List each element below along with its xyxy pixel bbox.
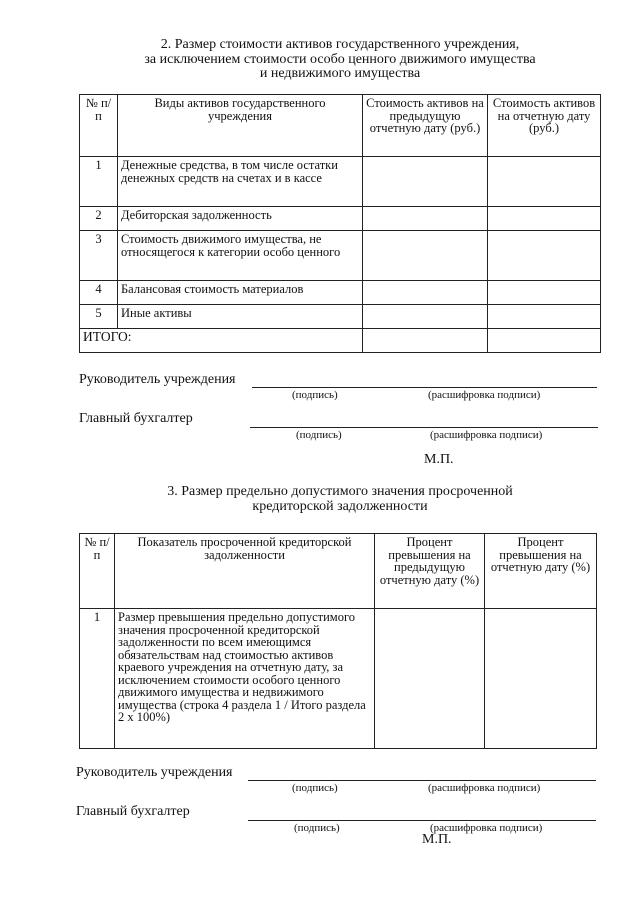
stamp-place: М.П. <box>422 832 452 847</box>
row-num: 1 <box>80 157 118 207</box>
header-curr-percent: Процент превышения на отчетную дату (%) <box>485 534 597 609</box>
table-row <box>80 281 601 305</box>
sign-caption: (подпись) <box>294 822 340 834</box>
accountant-signature-line <box>250 427 598 428</box>
row-curr-value <box>488 157 601 207</box>
section-3-title-line: кредиторской задолженности <box>252 498 428 514</box>
total-prev-value <box>363 329 488 353</box>
decode-caption: (расшифровка подписи) <box>430 429 543 441</box>
row-num: 4 <box>80 281 118 305</box>
assets-table <box>79 94 601 353</box>
table-total-row <box>80 329 601 353</box>
accountant-label: Главный бухгалтер <box>76 804 190 819</box>
row-prev-percent <box>375 609 485 749</box>
head-label: Руководитель учреждения <box>79 372 236 387</box>
row-name: Денежные средства, в том числе остатки денежных средств на счетах и в кассе <box>118 157 363 207</box>
row-prev-value <box>363 157 488 207</box>
table-row <box>80 207 601 231</box>
decode-caption: (расшифровка подписи) <box>428 389 541 401</box>
row-num: 5 <box>80 305 118 329</box>
sign-caption: (подпись) <box>296 429 342 441</box>
table-header-row <box>80 95 601 157</box>
header-num: № п/п <box>80 534 115 609</box>
row-name: Иные активы <box>118 305 363 329</box>
header-asset-kind: Виды активов государственного учреждения <box>118 95 363 157</box>
table-row <box>80 609 597 749</box>
row-name: Балансовая стоимость материалов <box>118 281 363 305</box>
row-prev-value <box>363 207 488 231</box>
row-name: Размер превышения предельно допустимого значения просроченной кредиторской задолженности по всем имеющимся обязательствам над стоимостью активов краевого учреждения на отчетную дату, за исключением стоимости особого ценного движимого имущества и недвижимого имущества (строка 4 раздела 1 / Итого раздела 2 x 100%) <box>115 609 375 749</box>
section-2-title <box>60 38 620 82</box>
head-signature-line <box>252 387 597 388</box>
header-curr-value: Стоимость активов на отчетную дату (руб.) <box>488 95 601 157</box>
section-2-title-line: и недвижимого имущества <box>259 66 421 81</box>
row-curr-value <box>488 207 601 231</box>
row-curr-value <box>488 281 601 305</box>
head-signature-line <box>248 780 596 781</box>
row-name: Стоимость движимого имущества, не относящегося к категории особо ценного <box>118 231 363 281</box>
row-num: 2 <box>80 207 118 231</box>
accountant-label: Главный бухгалтер <box>79 411 193 426</box>
header-prev-value: Стоимость активов на предыдущую отчетную дату (руб.) <box>363 95 488 157</box>
row-curr-value <box>488 231 601 281</box>
sign-caption: (подпись) <box>292 782 338 794</box>
accountant-signature-line <box>248 820 596 821</box>
section-2-title-line: за исключением стоимости особо ценного движимого имущества <box>144 51 536 67</box>
table-header-row <box>80 534 597 609</box>
row-num: 1 <box>80 609 115 749</box>
stamp-place: М.П. <box>424 452 454 467</box>
overdue-debt-table <box>79 533 597 749</box>
row-curr-value <box>488 305 601 329</box>
table-row <box>80 231 601 281</box>
row-prev-value <box>363 305 488 329</box>
table-row <box>80 157 601 207</box>
total-label: ИТОГО: <box>80 329 363 353</box>
section-3-title <box>60 485 620 514</box>
row-num: 3 <box>80 231 118 281</box>
decode-caption: (расшифровка подписи) <box>430 822 543 834</box>
section-3-title-line: 3. Размер предельно допустимого значения просроченной <box>167 484 513 499</box>
decode-caption: (расшифровка подписи) <box>428 782 541 794</box>
row-prev-value <box>363 281 488 305</box>
total-curr-value <box>488 329 601 353</box>
table-row <box>80 305 601 329</box>
header-indicator: Показатель просроченной кредиторской задолженности <box>115 534 375 609</box>
row-name: Дебиторская задолженность <box>118 207 363 231</box>
header-prev-percent: Процент превышения на предыдущую отчетную дату (%) <box>375 534 485 609</box>
row-curr-percent <box>485 609 597 749</box>
row-prev-value <box>363 231 488 281</box>
section-2-title-line: 2. Размер стоимости активов государственного учреждения, <box>160 37 520 52</box>
head-label: Руководитель учреждения <box>76 765 233 780</box>
sign-caption: (подпись) <box>292 389 338 401</box>
header-num: № п/п <box>80 95 118 157</box>
